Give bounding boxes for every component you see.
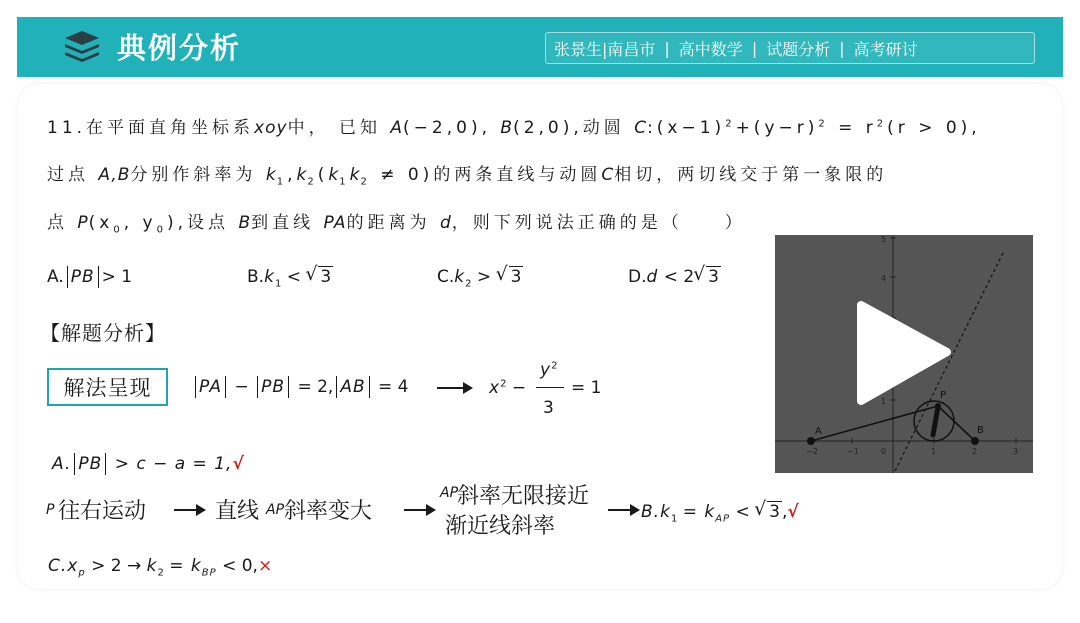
label-b: B xyxy=(977,425,984,436)
tag-subject: 高中数学 xyxy=(678,39,743,59)
tag-topic: 高考研讨 xyxy=(853,39,918,59)
tag-author: 张景生|南昌市 xyxy=(554,39,656,59)
hyperbola-y-num: $y^2$ xyxy=(540,360,558,380)
chain-b: $B.k_1 = k_{AP}$ < √ 3 ,√ xyxy=(641,501,799,524)
video-player[interactable] xyxy=(775,235,1033,473)
circle-mark xyxy=(933,407,938,435)
chain-inf1: 斜率无限接近 xyxy=(457,484,590,509)
arrow-1 xyxy=(437,387,471,389)
arrow-3 xyxy=(404,509,434,511)
chain-ap: AP xyxy=(266,502,285,518)
tick-x-neg2: −2 xyxy=(806,447,818,456)
analysis-heading: 【解题分析】 xyxy=(40,321,166,345)
tick-x-0: 0 xyxy=(881,447,887,456)
hyperbola-condition: PA − PB = 2, AB = 4 xyxy=(192,376,408,398)
chain-move: 往右运动 xyxy=(58,499,147,524)
label-p: P xyxy=(940,390,947,401)
cross-mark: × xyxy=(257,556,273,576)
tick-x-1: 1 xyxy=(931,447,937,456)
tangent-bp xyxy=(938,406,975,441)
analysis-c: $C.x_p > 2 \to k_2 = k_{BP} < 0,\times$ xyxy=(48,556,273,579)
check-mark-b: √ xyxy=(787,502,799,522)
analysis-a: A. PB > c − a = 1,√ xyxy=(52,454,244,474)
hyperbola-x: $x^2$ − xyxy=(489,378,527,398)
tag-bar: 张景生|南昌市 | 高中数学 | 试题分析 | 高考研讨 xyxy=(545,32,1035,64)
point-p xyxy=(935,403,941,409)
tag-type: 试题分析 xyxy=(766,39,831,59)
label-a: A xyxy=(815,426,822,437)
point-b xyxy=(971,437,979,445)
check-mark: √ xyxy=(232,454,244,474)
graph-canvas xyxy=(775,235,1033,473)
tick-x-neg1: −1 xyxy=(847,447,859,456)
problem-line-2: 过点 A,B分别作斜率为 $k_1,k_2(k_1k_2 \ne 0)$的两条直线与动圆C相切，两切线交于第一象限的 xyxy=(47,165,888,188)
problem-line-3: 点 $P(x_0$, $y_0$),设点 B到直线 PA的距离为 d，则下列说法正确的是（ ） xyxy=(47,213,746,236)
option-d: D.d < 2√ 3 xyxy=(628,266,721,287)
arrow-4 xyxy=(608,509,638,511)
point-a xyxy=(807,437,815,445)
play-icon[interactable] xyxy=(861,305,947,401)
hyperbola-den: 3 xyxy=(543,398,554,418)
tick-y-5: 5 xyxy=(881,235,887,244)
chain-p: P xyxy=(46,502,55,518)
chain-inf2: 渐近线斜率 xyxy=(445,514,556,539)
header-banner xyxy=(17,17,1063,77)
option-b: $B.k_1$ < √ 3 xyxy=(247,266,333,289)
chain-line: 直线 xyxy=(215,499,260,524)
fraction-bar xyxy=(536,387,564,388)
problem-line-1: 11.在平面直角坐标系xoy中， 已知 A(−2,0), B(2,0),动圆 $C:(x-1)^2+(y-r)^2 = r^2(r > 0)$, xyxy=(47,118,981,138)
hyperbola-rhs: = 1 xyxy=(571,378,602,398)
option-a: A. PB > 1 xyxy=(47,267,133,287)
option-c: $C.k_2$ > √ 3 xyxy=(437,266,523,289)
tick-y-1: 1 xyxy=(881,397,887,406)
tick-y-4: 4 xyxy=(881,274,887,283)
layers-icon xyxy=(61,27,103,67)
tick-x-3: 3 xyxy=(1013,447,1019,456)
tangent-ap xyxy=(811,406,938,441)
chain-a2: AP xyxy=(440,485,459,501)
page-title: 典例分析 xyxy=(117,31,242,65)
tick-x-2: 2 xyxy=(972,447,978,456)
method-label: 解法呈现 xyxy=(47,368,168,406)
arrow-2 xyxy=(174,509,204,511)
chain-slope: 斜率变大 xyxy=(284,499,373,524)
